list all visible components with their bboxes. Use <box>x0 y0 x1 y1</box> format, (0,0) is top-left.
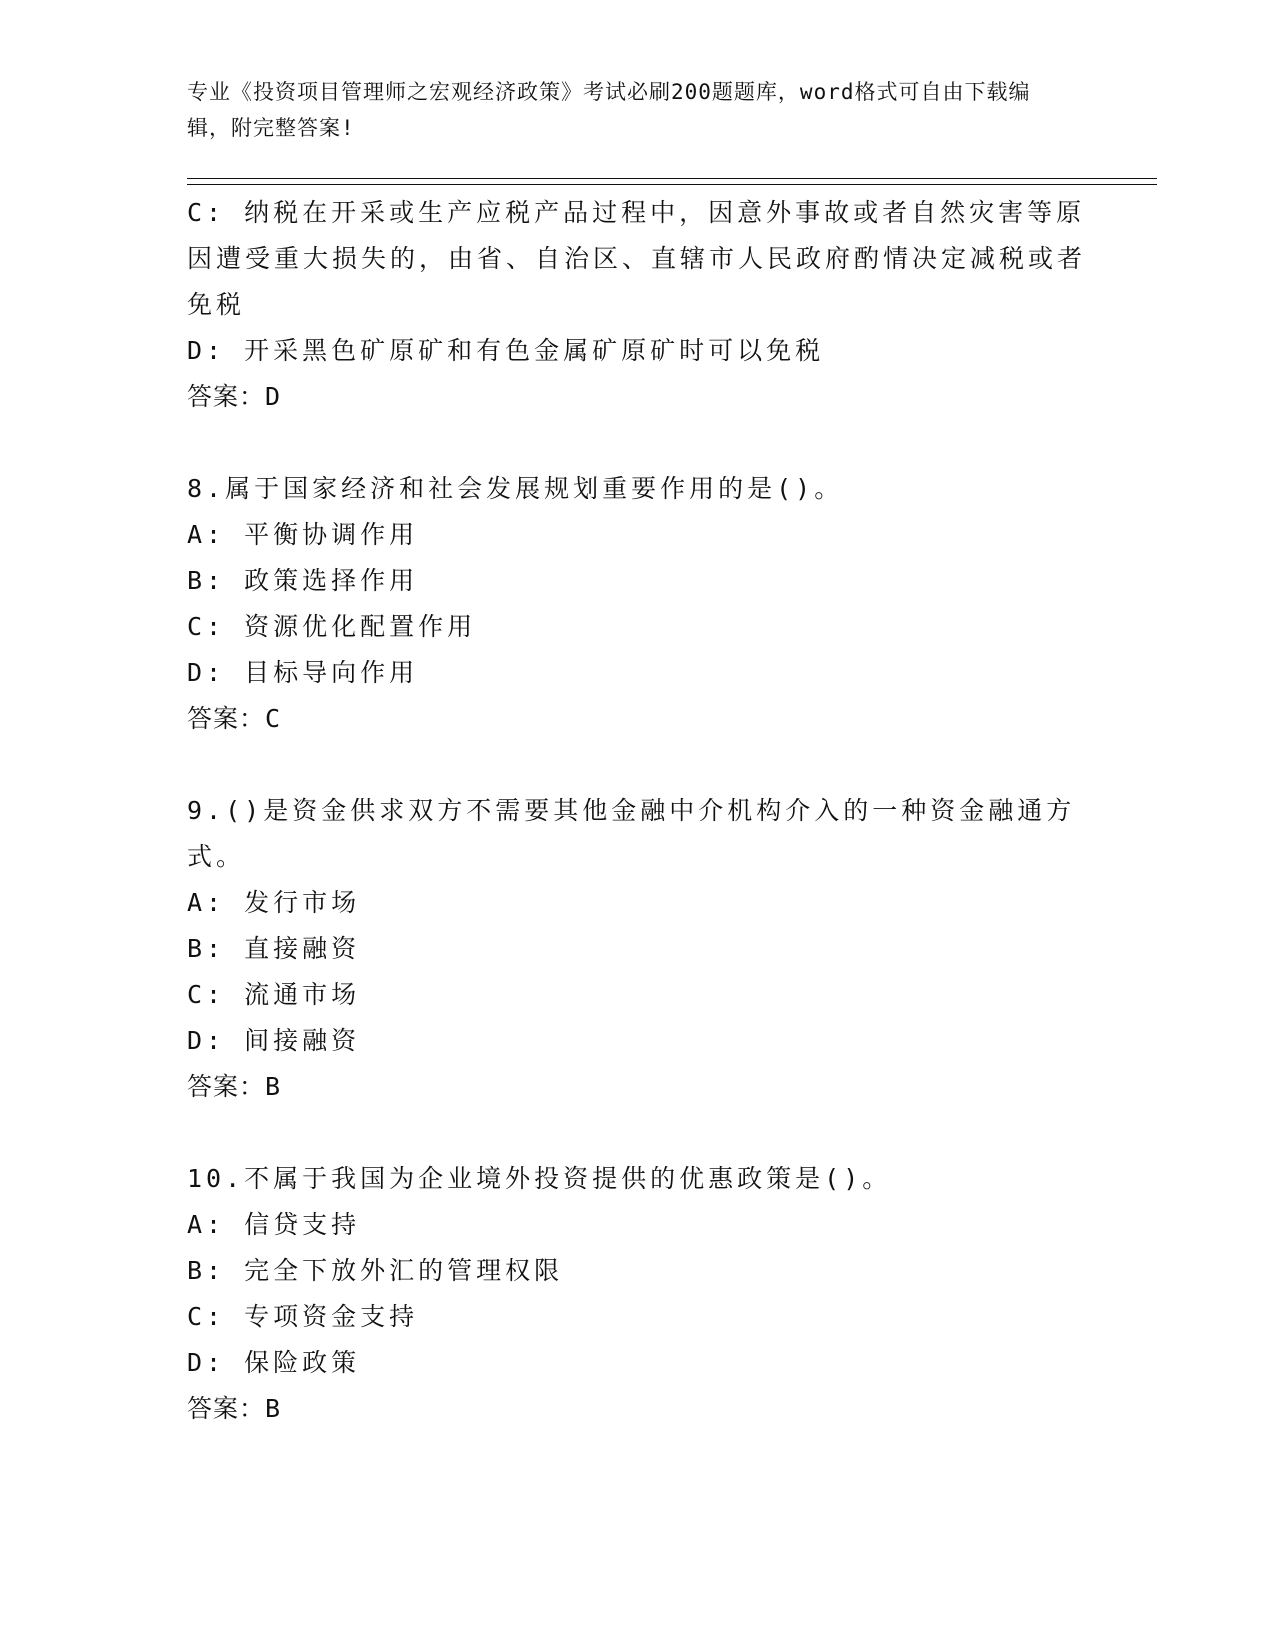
option-b: B: 完全下放外汇的管理权限 <box>187 1256 564 1285</box>
option-c: C: 纳税在开采或生产应税产品过程中，因意外事故或者自然灾害等原因遭受重大损失的，由省、自治区、直辖市人民政府酌情决定减税或者免税 <box>187 198 1087 319</box>
option-d: D: 目标导向作用 <box>187 658 419 687</box>
header-divider <box>187 178 1157 185</box>
answer: 答案：C <box>187 704 282 733</box>
question-10 <box>187 1156 1087 1432</box>
option-d: D: 保险政策 <box>187 1348 361 1377</box>
answer: 答案：B <box>187 1072 282 1101</box>
option-c: C: 资源优化配置作用 <box>187 612 477 641</box>
option-a: A: 发行市场 <box>187 888 361 917</box>
option-c: C: 流通市场 <box>187 980 361 1009</box>
document-header: 专业《投资项目管理师之宏观经济政策》考试必刷200题题库，word格式可自由下载编辑，附完整答案! <box>187 80 1031 140</box>
option-a: A: 信贷支持 <box>187 1210 361 1239</box>
option-d: D: 间接融资 <box>187 1026 361 1055</box>
option-a: A: 平衡协调作用 <box>187 520 419 549</box>
question-stem: 10.不属于我国为企业境外投资提供的优惠政策是()。 <box>187 1164 892 1193</box>
question-fragment <box>187 190 1087 420</box>
answer: 答案：D <box>187 382 282 411</box>
question-stem: 9.()是资金供求双方不需要其他金融中介机构介入的一种资金融通方式。 <box>187 796 1076 871</box>
question-stem: 8.属于国家经济和社会发展规划重要作用的是()。 <box>187 474 844 503</box>
question-9 <box>187 788 1087 1110</box>
option-b: B: 政策选择作用 <box>187 566 419 595</box>
option-b: B: 直接融资 <box>187 934 361 963</box>
option-c: C: 专项资金支持 <box>187 1302 419 1331</box>
answer: 答案：B <box>187 1394 282 1423</box>
document-body <box>187 190 1087 1478</box>
question-8 <box>187 466 1087 742</box>
option-d: D: 开采黑色矿原矿和有色金属矿原矿时可以免税 <box>187 336 825 365</box>
